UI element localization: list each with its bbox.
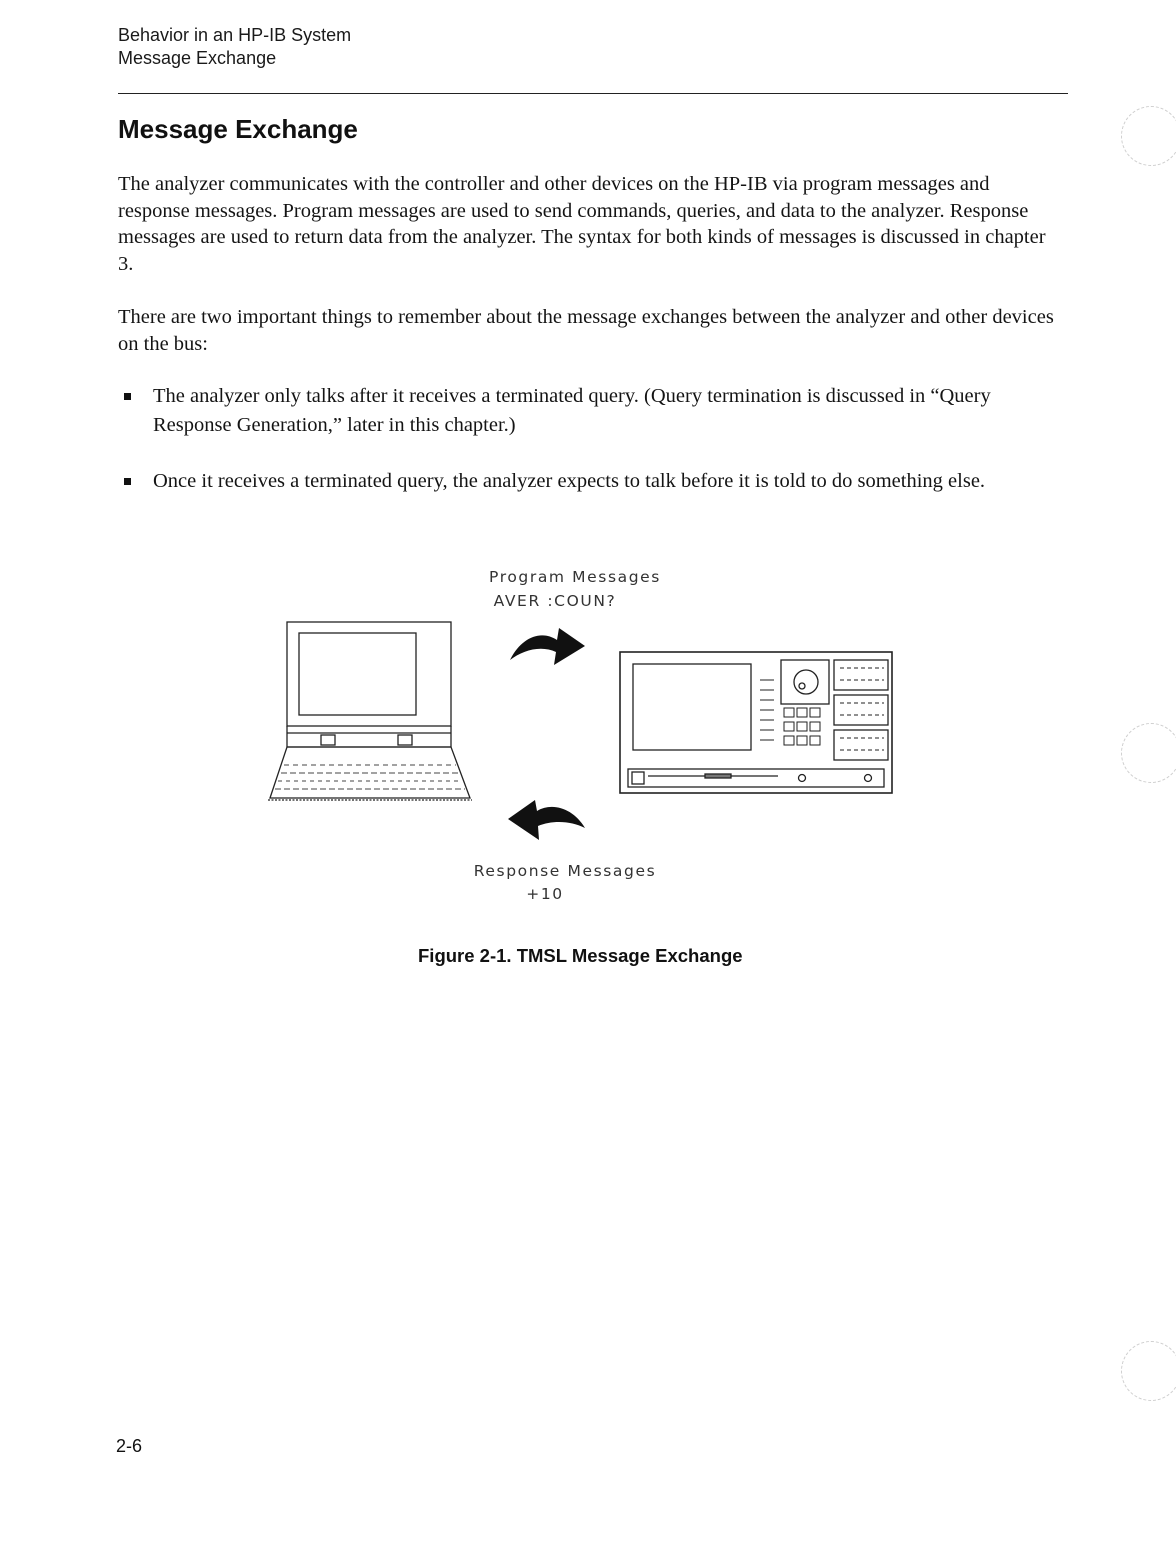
- running-header-subsection: Message Exchange: [118, 48, 277, 68]
- running-header-section: Behavior in an HP-IB System: [118, 25, 352, 45]
- page-number: 2-6: [116, 1436, 143, 1456]
- figure-caption: Figure 2-1. TMSL Message Exchange: [418, 945, 743, 966]
- response-messages-label: Response Messages: [473, 862, 657, 880]
- response-example: +10: [526, 885, 564, 903]
- program-example: AVER :COUN?: [493, 592, 617, 610]
- punch-hole: [1121, 106, 1176, 166]
- remember-paragraph: There are two important things to remember about the message exchanges between the analyzer and other devices on the bus:: [118, 306, 1054, 355]
- punch-hole: [1121, 723, 1176, 783]
- punch-hole: [1121, 1341, 1176, 1401]
- response-arrow-icon: [508, 800, 585, 840]
- computer-icon: [268, 622, 472, 800]
- program-messages-label: Program Messages: [489, 568, 661, 586]
- section-title: Message Exchange: [118, 114, 358, 144]
- intro-paragraph: The analyzer communicates with the controller and other devices on the HP-IB via program messages and response messages. Program messages are used to send commands, queries, and data to the analyzer. Response messages are used to return data from the analyzer. The syntax for both kinds of messages is discussed in chapter 3.: [118, 173, 1046, 275]
- bullet-text: Once it receives a terminated query, the analyzer expects to talk before it is told to do something else.: [153, 470, 986, 492]
- analyzer-icon: [620, 652, 892, 793]
- bullet-text: The analyzer only talks after it receives a terminated query. (Query termination is discussed in “Query Response Generation,” later in this chapter.): [153, 385, 991, 436]
- program-arrow-icon: [510, 628, 585, 665]
